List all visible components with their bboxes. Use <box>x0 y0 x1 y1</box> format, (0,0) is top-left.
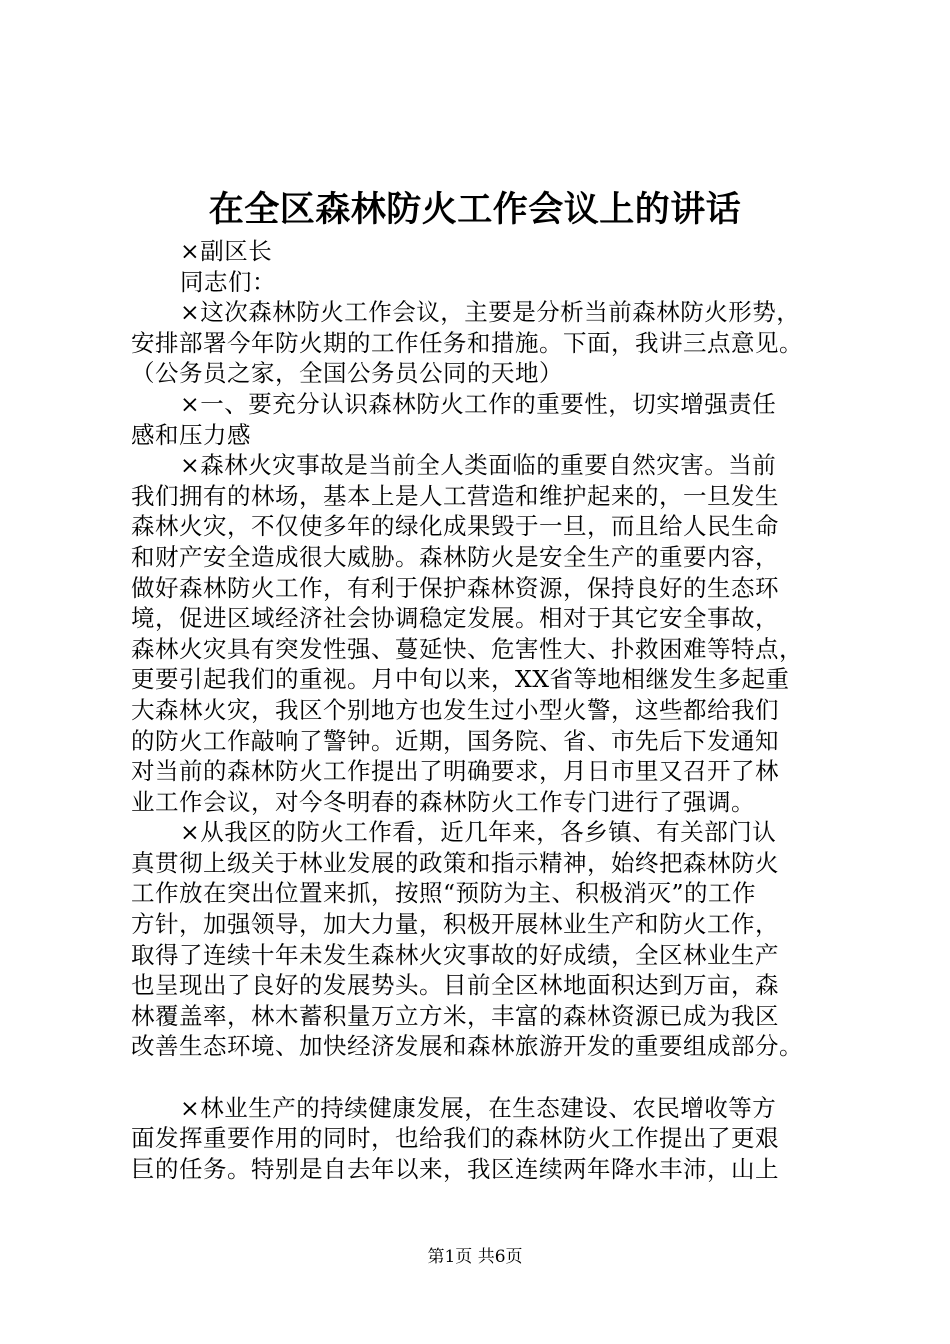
text-line: 对当前的森林防火工作提出了明确要求，月日市里又召开了林 <box>131 757 779 786</box>
text-line: （公务员之家，全国公务员公同的天地） <box>131 359 563 388</box>
text-line: 更要引起我们的重视。月中旬以来，XX省等地相继发生多起重 <box>131 665 790 694</box>
document-title: 在全区森林防火工作会议上的讲话 <box>208 190 742 230</box>
text-line: 真贯彻上级关于林业发展的政策和指示精神，始终把森林防火 <box>131 848 779 877</box>
text-line: ×林业生产的持续健康发展，在生态建设、农民增收等方 <box>180 1093 777 1122</box>
blank-line <box>131 1062 836 1093</box>
text-line: ×一、要充分认识森林防火工作的重要性，切实增强责任 <box>180 389 777 418</box>
text-line: ×从我区的防火工作看，近几年来，各乡镇、有关部门认 <box>180 818 777 847</box>
text-line: 面发挥重要作用的同时，也给我们的森林防火工作提出了更艰 <box>131 1124 779 1153</box>
text-line: 大森林火灾，我区个别地方也发生过小型火警，这些都给我们 <box>131 695 779 724</box>
text-line: 森林火灾，不仅使多年的绿化成果毁于一旦，而且给人民生命 <box>131 512 779 541</box>
text-line: 和财产安全造成很大威胁。森林防火是安全生产的重要内容， <box>131 542 779 571</box>
text-line: 我们拥有的林场，基本上是人工营造和维护起来的，一旦发生 <box>131 481 779 510</box>
text-line: 改善生态环境、加快经济发展和森林旅游开发的重要组成部分。 <box>131 1032 803 1061</box>
text-line: 取得了连续十年未发生森林火灾事故的好成绩，全区林业生产 <box>131 940 779 969</box>
text-line: 安排部署今年防火期的工作任务和措施。下面，我讲三点意见。 <box>131 328 803 357</box>
text-line: 森林火灾具有突发性强、蔓延快、危害性大、扑救困难等特点， <box>131 634 803 663</box>
text-line: 业工作会议，对今冬明春的森林防火工作专门进行了强调。 <box>131 787 755 816</box>
text-line: 境，促进区域经济社会协调稳定发展。相对于其它安全事故， <box>131 604 779 633</box>
text-line: 林覆盖率，林木蓄积量万立方米，丰富的森林资源已成为我区 <box>131 1001 779 1030</box>
text-line: 做好森林防火工作，有利于保护森林资源，保持良好的生态环 <box>131 573 779 602</box>
text-line: 同志们： <box>180 267 276 296</box>
document-body <box>131 236 836 1184</box>
text-line: 也呈现出了良好的发展势头。目前全区林地面积达到万亩，森 <box>131 971 779 1000</box>
text-line: 的防火工作敲响了警钟。近期，国务院、省、市先后下发通知 <box>131 726 779 755</box>
text-line: 方针，加强领导，加大力量，积极开展林业生产和防火工作， <box>131 910 779 939</box>
text-line: 巨的任务。特别是自去年以来，我区连续两年降水丰沛，山上 <box>131 1154 779 1183</box>
text-line: 工作放在突出位置来抓，按照“预防为主、积极消灭”的工作 <box>131 879 757 908</box>
text-line: 感和压力感 <box>131 420 251 449</box>
text-line: ×森林火灾事故是当前全人类面临的重要自然灾害。当前 <box>180 451 777 480</box>
text-line: ×副区长 <box>180 237 273 265</box>
page-footer: 第1页 共6页 <box>427 1247 523 1267</box>
text-line: ×这次森林防火工作会议，主要是分析当前森林防火形势， <box>180 298 801 327</box>
